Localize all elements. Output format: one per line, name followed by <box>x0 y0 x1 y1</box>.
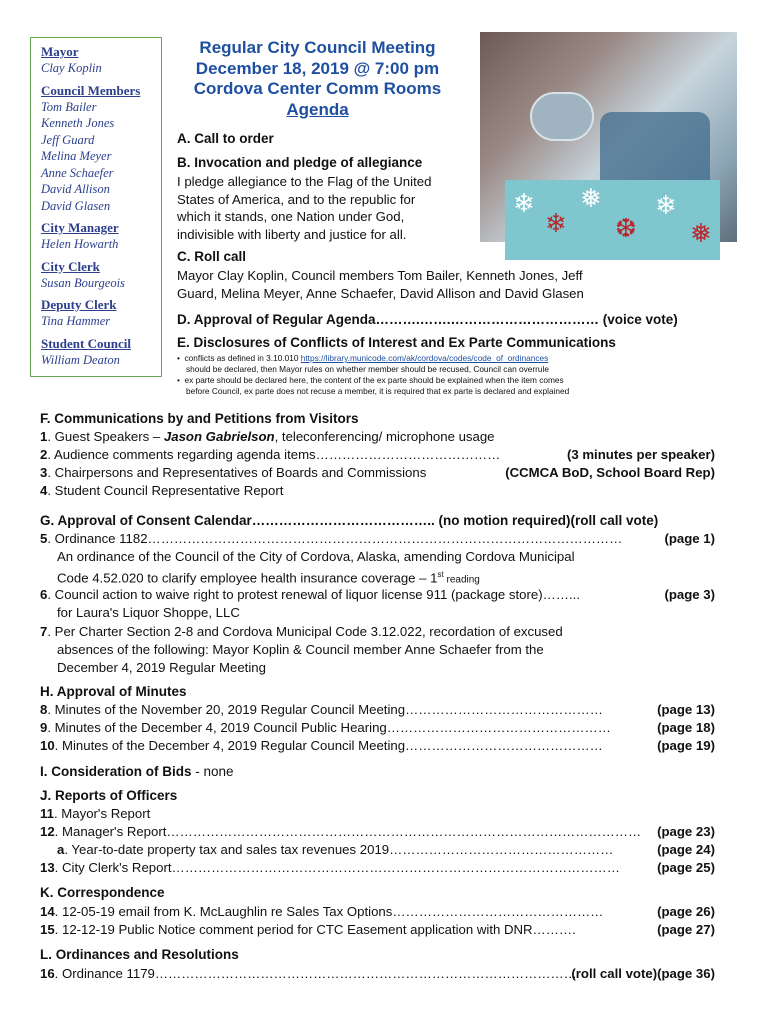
page-ref: (page 13) <box>657 702 715 717</box>
item-number: a <box>57 842 65 857</box>
municode-link[interactable]: https://library.municode.com/ak/cordova/codes/code_of_ordinances <box>300 353 549 363</box>
snowflake-icon: ❄ <box>513 188 535 218</box>
agenda-item-16 <box>40 965 715 983</box>
page-ref: (page 27) <box>657 922 715 937</box>
agenda-item-7 <box>40 623 715 641</box>
item-note: (CCMCA BoD, School Board Rep) <box>505 465 715 480</box>
section-h: H. Approval of Minutes <box>40 684 187 699</box>
item-text: . Year-to-date property tax and sales tax revenues 2019…………………………………………… <box>64 842 614 857</box>
item-text: . Minutes of the November 20, 2019 Regular Council Meeting……………………………………… <box>47 702 603 717</box>
manager-heading: City Manager <box>41 220 119 235</box>
section-b: B. Invocation and pledge of allegiance <box>177 155 423 170</box>
section-k: K. Correspondence <box>40 885 165 900</box>
snowflake-icon: ❄ <box>655 190 677 220</box>
item-number: 11 <box>40 806 54 821</box>
item-text: . Mayor's Report <box>53 806 151 821</box>
council-member: Jeff Guard <box>41 132 95 147</box>
photo-bowl <box>530 92 594 141</box>
roll-call-line: Mayor Clay Koplin, Council members Tom Bailer, Kenneth Jones, Jeff <box>177 268 583 283</box>
pledge-line: States of America, and to the republic for <box>177 191 416 207</box>
agenda-item-6 <box>40 586 715 604</box>
item-5-detail: An ordinance of the Council of the City of Cordova, Alaska, amending Cordova Municipal <box>57 549 575 564</box>
agenda-item-12 <box>40 823 715 841</box>
page-ref: (page 26) <box>657 904 715 919</box>
ordinal-suffix: st <box>437 570 444 579</box>
item-text: Code 4.52.020 to clarify employee health insurance coverage – 1 <box>57 570 438 586</box>
title-line: Regular City Council Meeting <box>199 38 436 57</box>
item-text: . Minutes of the December 4, 2019 Regular Council Meeting……………………………………… <box>54 738 603 753</box>
page-ref: (page 3) <box>664 587 715 602</box>
section-a: A. Call to order <box>177 131 274 146</box>
disclosure-text: ex parte should be declared here, the content of the ex parte should be explained when the item comes <box>184 375 564 385</box>
item-number: 12 <box>40 824 55 839</box>
mayor-heading: Mayor <box>41 44 79 59</box>
item-text: . Guest Speakers – <box>47 429 164 444</box>
item-number: 5 <box>40 531 48 546</box>
item-number: 1 <box>40 429 48 444</box>
section-e: E. Disclosures of Conflicts of Interest and Ex Parte Communications <box>177 335 616 350</box>
clerk-name: Susan Bourgeois <box>41 275 125 290</box>
item-note: (3 minutes per speaker) <box>566 447 715 462</box>
agenda-heading: Agenda <box>286 99 349 119</box>
item-number: 3 <box>40 465 48 480</box>
item-7-detail: December 4, 2019 Regular Meeting <box>57 660 266 675</box>
section-d: D. Approval of Regular Agenda……….…….…………………………… (voice vote) <box>177 312 678 327</box>
agenda-item-10 <box>40 737 715 755</box>
page-ref: (roll call vote)(page 36) <box>571 966 715 981</box>
snowflake-icon: ❅ <box>580 183 602 213</box>
section-f: F. Communications by and Petitions from Visitors <box>40 411 359 426</box>
page-ref: (page 25) <box>657 860 715 875</box>
deputy-heading: Deputy Clerk <box>41 297 117 312</box>
item-text: . Student Council Representative Report <box>47 483 284 498</box>
snowflake-banner <box>505 180 720 260</box>
item-number: 2 <box>40 447 48 462</box>
council-member: Melina Meyer <box>41 149 112 163</box>
agenda-item-9 <box>40 719 715 737</box>
section-g: G. Approval of Consent Calendar………………………………….. (no motion required)(roll call vote) <box>40 513 659 528</box>
item-number: 6 <box>40 587 48 602</box>
council-member: David Glasen <box>41 198 111 213</box>
item-text: . Manager's Report……………………………………………………………………………………………… <box>54 824 642 839</box>
item-text: . Ordinance 1182……………………………………………………………………………………………… <box>47 531 623 546</box>
page-ref: (page 24) <box>657 842 715 857</box>
item-text: reading <box>443 574 480 586</box>
agenda-item-13 <box>40 859 715 877</box>
item-text: . City Clerk's Report………………………………………………………………………………………… <box>54 860 620 875</box>
section-j: J. Reports of Officers <box>40 788 178 803</box>
agenda-item-12a <box>57 841 715 859</box>
disclosure-text: conflicts as defined in 3.10.010 <box>184 353 299 363</box>
title-line: December 18, 2019 @ 7:00 pm <box>195 58 440 78</box>
section-i-note: - none <box>191 764 234 779</box>
item-text: . Ordinance 1179…………………………………………………………………………………… <box>54 966 577 981</box>
roll-call-line: Guard, Melina Meyer, Anne Schaefer, David Allison and David Glasen <box>177 285 584 301</box>
student-name: William Deaton <box>41 352 120 367</box>
mayor-name: Clay Koplin <box>41 61 102 75</box>
item-number: 9 <box>40 720 48 735</box>
item-text: . Per Charter Section 2-8 and Cordova Municipal Code 3.12.022, recordation of excused <box>47 624 563 639</box>
agenda-item-5 <box>40 530 715 548</box>
item-number: 15 <box>40 922 55 937</box>
page-title <box>170 38 465 120</box>
pledge-line: I pledge allegiance to the Flag of the United <box>177 174 432 189</box>
agenda-item-3 <box>40 464 715 482</box>
roll-call-text <box>177 267 717 302</box>
council-member: Kenneth Jones <box>41 116 115 130</box>
item-text: . Chairpersons and Representatives of Boards and Commissions <box>47 465 427 480</box>
agenda-item-14 <box>40 903 715 921</box>
council-member: David Allison <box>41 182 110 196</box>
agenda-item-2 <box>40 446 715 464</box>
item-number: 14 <box>40 904 55 919</box>
section-i-title: I. Consideration of Bids <box>40 764 192 779</box>
item-text: . Council action to waive right to protest renewal of liquor license 911 (package store)……... <box>47 587 580 602</box>
agenda-item-1 <box>40 428 715 446</box>
agenda-item-4 <box>40 482 715 500</box>
item-text: , teleconferencing/ microphone usage <box>274 429 495 444</box>
item-text: . 12-12-19 Public Notice comment period for CTC Easement application with DNR………. <box>54 922 576 937</box>
clerk-heading: City Clerk <box>41 258 100 274</box>
manager-name: Helen Howarth <box>41 237 119 251</box>
item-text: . 12-05-19 email from K. McLaughlin re Sales Tax Options………………………………………… <box>54 904 604 919</box>
page-ref: (page 23) <box>657 824 715 839</box>
item-6-detail: for Laura's Liquor Shoppe, LLC <box>57 605 240 620</box>
item-number: 4 <box>40 483 48 498</box>
section-c: C. Roll call <box>177 249 247 264</box>
pledge-text <box>177 173 477 243</box>
item-text: . Audience comments regarding agenda items…………………………………… <box>47 447 501 462</box>
pledge-line: which it stands, one Nation under God, <box>177 209 405 224</box>
pledge-line: indivisible with liberty and justice for all. <box>177 226 407 242</box>
agenda-item-15 <box>40 921 715 939</box>
item-7-detail: absences of the following: Mayor Koplin & Council member Anne Schaefer from the <box>57 642 544 657</box>
council-member: Anne Schaefer <box>41 165 114 180</box>
section-i <box>40 763 234 780</box>
agenda-item-8 <box>40 701 715 719</box>
item-number: 16 <box>40 966 55 981</box>
council-heading: Council Members <box>41 82 141 98</box>
disclosure-bullet: • conflicts as defined in 3.10.010 https://library.municode.com/ak/cordova/codes/code_of_ordinances should be declared, then Mayor rules on whether member should be recused, Council can overrule • ex parte should be declared here, the content of the ex parte should be explained when the item comes before Council, ex parte does not recuse a member, it is required that ex parte is declared and explained <box>177 353 717 397</box>
student-heading: Student Council <box>41 335 131 351</box>
page-ref: (page 1) <box>664 531 715 546</box>
item-number: 13 <box>40 860 55 875</box>
snowflake-icon: ❆ <box>615 213 637 243</box>
page-ref: (page 18) <box>657 720 715 735</box>
item-number: 10 <box>40 738 55 753</box>
section-l: L. Ordinances and Resolutions <box>40 947 239 962</box>
disclosure-text: should be declared, then Mayor rules on whether member should be recused, Council can overrule <box>186 364 549 374</box>
disclosure-text: before Council, ex parte does not recuse a member, it is required that ex parte is declared and explained <box>186 386 570 396</box>
council-member: Tom Bailer <box>41 99 97 114</box>
snowflake-icon: ❅ <box>690 218 712 248</box>
title-line: Cordova Center Comm Rooms <box>193 79 442 98</box>
agenda-item-11 <box>40 805 715 823</box>
item-number: 8 <box>40 702 48 717</box>
snowflake-icon: ❄ <box>545 208 567 238</box>
speaker-name: Jason Gabrielson <box>163 429 275 444</box>
item-number: 7 <box>40 624 48 639</box>
deputy-name: Tina Hammer <box>41 314 111 328</box>
officials-sidebar <box>30 37 162 377</box>
item-text: . Minutes of the December 4, 2019 Council Public Hearing…………………………………………… <box>47 720 611 735</box>
page-ref: (page 19) <box>657 738 715 753</box>
